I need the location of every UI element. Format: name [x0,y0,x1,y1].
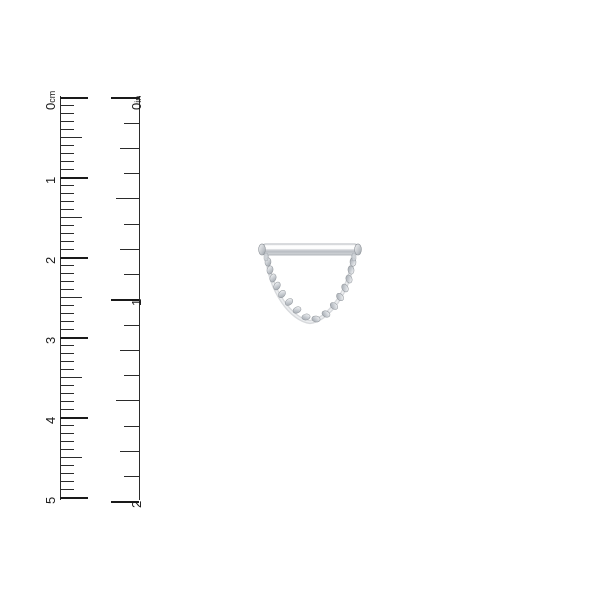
ruler-tick-in-quarter [120,148,139,149]
ruler-tick-mm [60,289,74,290]
ruler-label-in-1: 1 [129,298,144,306]
ruler-tick-mm [60,265,74,266]
ruler-label-cm-5: 5 [43,496,58,504]
ruler-tick-mm [60,305,74,306]
measuring-ruler [0,0,200,600]
ruler-tick-mm [60,249,74,250]
ruler-tick-in-eighth [124,224,139,225]
ruler-tick-cm-half [60,137,82,138]
ruler-tick-in-eighth [124,274,139,275]
earring-bar [259,244,362,255]
ruler-tick-mm [60,489,74,490]
ruler-tick-in-eighth [124,123,139,124]
ruler-tick-mm [60,465,74,466]
ruler-tick-mm [60,185,74,186]
ruler-label-in-2: 2 [129,500,144,508]
ruler-tick-in-eighth [124,476,139,477]
ruler-label-in-0: 0in [129,95,144,110]
ruler-tick-mm [60,401,74,402]
ruler-tick-mm [60,385,74,386]
ruler-tick-mm [60,481,74,482]
ruler-tick-mm [60,441,74,442]
ruler-label-cm-3: 3 [43,336,58,344]
ruler-tick-mm [60,225,74,226]
ruler-tick-mm [60,273,74,274]
ruler-tick-in-quarter [120,350,139,351]
ruler-tick-cm-half [60,377,82,378]
ruler-label-cm-2: 2 [43,256,58,264]
ruler-tick-cm-major [60,97,88,99]
ruler-tick-mm [60,361,74,362]
ruler-tick-mm [60,241,74,242]
ruler-tick-mm [60,313,74,314]
ruler-tick-mm [60,393,74,394]
ruler-tick-mm [60,433,74,434]
ruler-tick-in-eighth [124,173,139,174]
ruler-tick-mm [60,169,74,170]
ruler-tick-mm [60,369,74,370]
ruler-tick-cm-major [60,497,88,499]
ruler-tick-mm [60,345,74,346]
ruler-tick-mm [60,105,74,106]
ruler-tick-cm-half [60,297,82,298]
ruler-tick-in-eighth [124,375,139,376]
ruler-tick-mm [60,161,74,162]
ruler-tick-cm-major [60,177,88,179]
ruler-label-cm-4: 4 [43,416,58,424]
ruler-tick-mm [60,449,74,450]
ruler-tick-mm [60,145,74,146]
ruler-tick-mm [60,353,74,354]
ruler-tick-mm [60,193,74,194]
ruler-tick-mm [60,329,74,330]
ruler-tick-in-eighth [124,426,139,427]
ruler-label-cm-0: 0cm [43,90,58,110]
ruler-tick-in-half [116,400,139,401]
ruler-label-cm-1: 1 [43,176,58,184]
ruler-tick-in-quarter [120,451,139,452]
ruler-tick-in-quarter [120,249,139,250]
ruler-tick-cm-major [60,337,88,339]
ruler-tick-mm [60,153,74,154]
ruler-tick-mm [60,425,74,426]
ruler-tick-mm [60,113,74,114]
ruler-tick-mm [60,233,74,234]
ruler-tick-mm [60,473,74,474]
earring-chain [267,256,353,322]
ruler-tick-in-half [116,198,139,199]
ruler-tick-cm-half [60,217,82,218]
ruler-tick-cm-major [60,257,88,259]
ruler-tick-cm-major [60,417,88,419]
ruler-tick-mm [60,121,74,122]
ruler-tick-in-eighth [124,325,139,326]
ruler-tick-mm [60,209,74,210]
ruler-tick-mm [60,201,74,202]
ruler-tick-mm [60,281,74,282]
ruler-tick-mm [60,409,74,410]
ruler-tick-mm [60,321,74,322]
ruler-tick-mm [60,129,74,130]
product-image [250,230,370,360]
ruler-tick-cm-half [60,457,82,458]
